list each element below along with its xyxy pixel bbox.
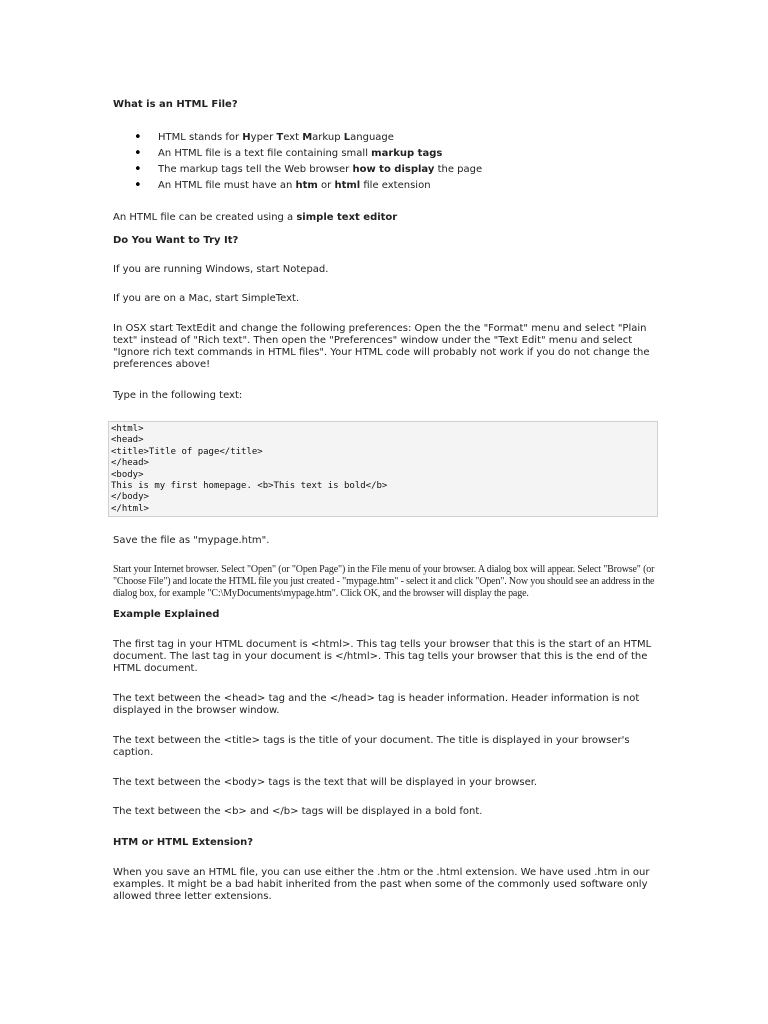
explain-paragraph-bold: The text between the <b> and </b> tags will be displayed in a bold font. bbox=[113, 806, 483, 817]
heading-what-is-html: What is an HTML File? bbox=[113, 99, 238, 110]
code-line: This is my first homepage. <b>This text is bold</b> bbox=[111, 481, 388, 492]
explain-paragraph-title: The text between the <title> tags is the title of your document. The title is displayed in your browser's caption. bbox=[113, 735, 630, 758]
code-example bbox=[109, 422, 657, 515]
list-item: • HTML stands for Hyper Text Markup Language bbox=[113, 130, 658, 146]
explain-paragraph-html: The first tag in your HTML document is <html>. This tag tells your browser that this is the start of an HTML document. The last tag in your document is </html>. This tag tells your browser that this is the end of the HTML document. bbox=[113, 639, 652, 674]
code-line: </html> bbox=[111, 503, 149, 514]
extension-paragraph: When you save an HTML file, you can use either the .htm or the .html extension. We have used .htm in our examples. It might be a bad habit inherited from the past when some of the commonly used software only allowed three letter extensions. bbox=[113, 867, 650, 902]
code-line: </head> bbox=[111, 458, 149, 469]
osx-paragraph: In OSX start TextEdit and change the following preferences: Open the the "Format" menu and select "Plain text" instead of "Rich text". Then open the "Preferences" window under the "Text Edit" menu and select "Ignore rich text commands in HTML files". Your HTML code will probably not work if you do not change the preferences above! bbox=[113, 323, 650, 370]
code-line: <title>Title of page</title> bbox=[111, 446, 263, 457]
type-instruction: Type in the following text: bbox=[113, 390, 243, 401]
heading-try-it: Do You Want to Try It? bbox=[113, 235, 239, 246]
code-example-box bbox=[108, 421, 658, 517]
code-line: <body> bbox=[111, 469, 144, 480]
list-item: • The markup tags tell the Web browser how to display the page bbox=[113, 162, 658, 178]
heading-example-explained: Example Explained bbox=[113, 609, 220, 620]
explain-paragraph-head: The text between the <head> tag and the </head> tag is header information. Header information is not displayed in the browser window. bbox=[113, 693, 640, 716]
list-item: • An HTML file is a text file containing small markup tags bbox=[113, 146, 658, 162]
editor-intro-paragraph: An HTML file can be created using a simple text editor bbox=[113, 212, 398, 223]
browser-instructions-paragraph: Start your Internet browser. Select "Open" (or "Open Page") in the File menu of your browser. A dialog box will appear. Select "Browse" (or "Choose File") and locate the HTML file you just created - "mypage.htm" - select it and click "Open". Now you should see an address in the dialog box, for example "C:\MyDocuments\mypage.htm". Click OK, and the browser will display the page. bbox=[113, 564, 655, 599]
list-item: • An HTML file must have an htm or html file extension bbox=[113, 178, 658, 194]
code-line: <html> bbox=[111, 424, 144, 434]
heading-extension: HTM or HTML Extension? bbox=[113, 837, 254, 848]
code-line: <head> bbox=[111, 435, 144, 446]
code-line: </body> bbox=[111, 492, 149, 503]
explain-paragraph-body: The text between the <body> tags is the text that will be displayed in your browser. bbox=[113, 777, 538, 788]
html-facts-list bbox=[113, 130, 658, 194]
windows-paragraph: If you are running Windows, start Notepad. bbox=[113, 264, 329, 275]
mac-paragraph: If you are on a Mac, start SimpleText. bbox=[113, 293, 300, 304]
save-paragraph: Save the file as "mypage.htm". bbox=[113, 535, 270, 546]
